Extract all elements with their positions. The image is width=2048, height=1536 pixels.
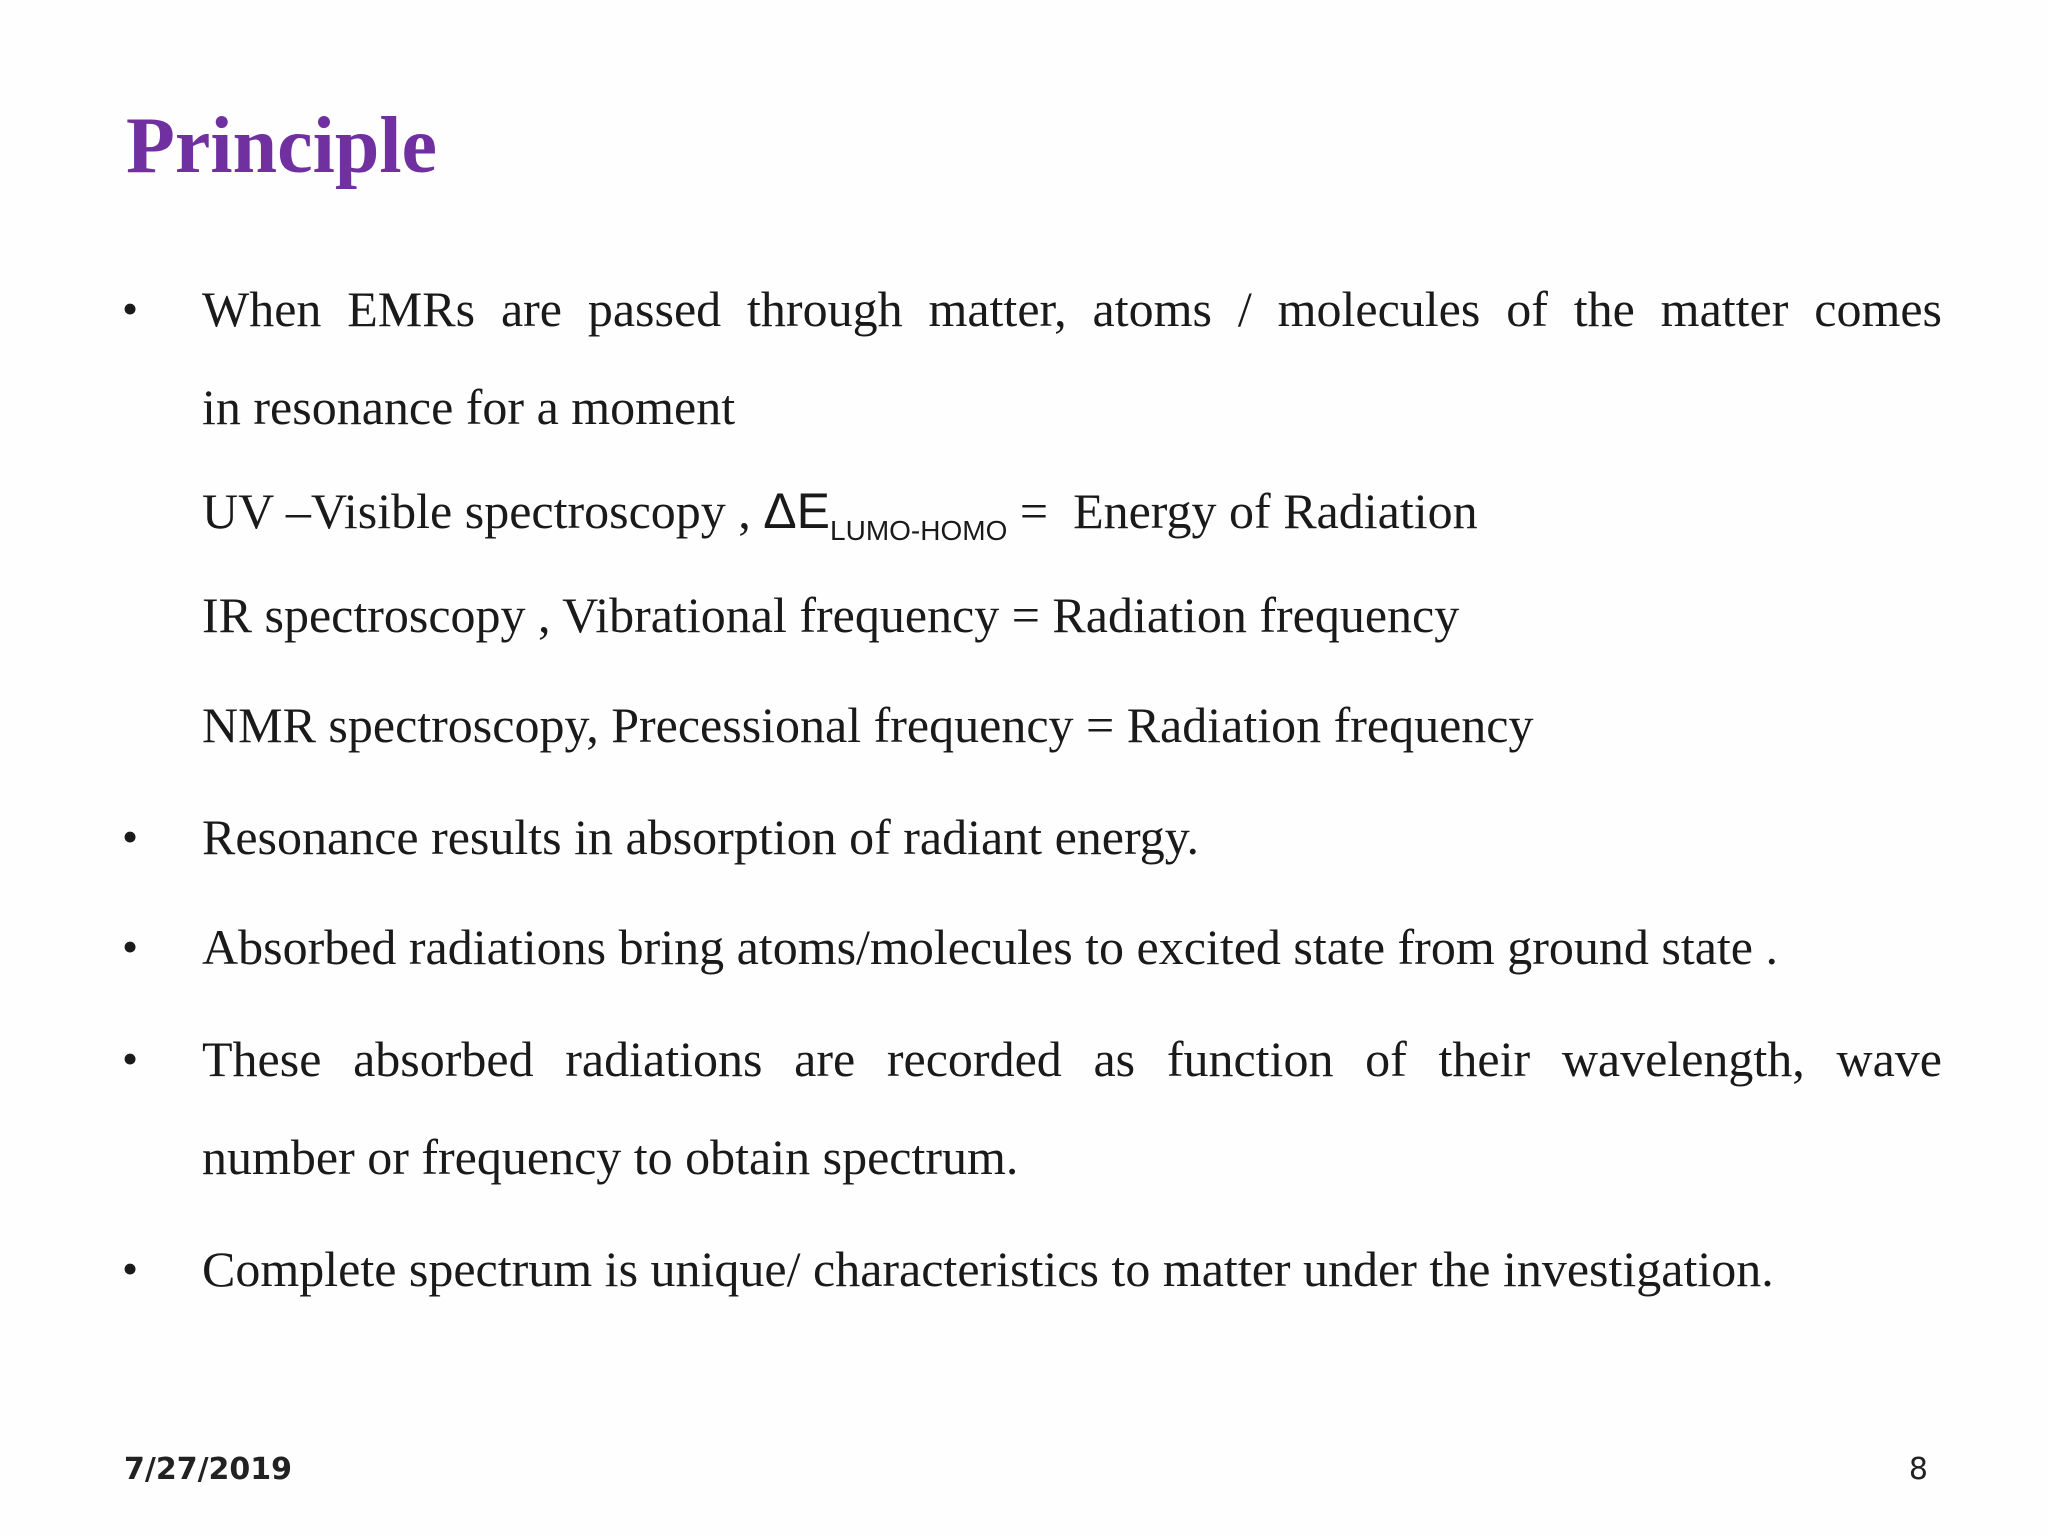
- uv-equals: =: [1007, 483, 1074, 539]
- uv-visible-example: [202, 478, 1942, 544]
- bullet-4-line-2: number or frequency to obtain spectrum.: [202, 1129, 1019, 1185]
- delta-e-symbol: ΔE: [763, 483, 831, 539]
- uv-prefix: UV –Visible spectroscopy ,: [202, 483, 764, 539]
- bullet-1-line-1: When EMRs are passed through matter, atoms / molecules of the matter comes: [202, 281, 1942, 337]
- delta-e-subscript: LUMO-HOMO: [830, 515, 1008, 546]
- bullet-4-line-1: These absorbed radiations are recorded as function of their wavelength, wave: [202, 1031, 1942, 1087]
- bullet-1-line-2: in resonance for a moment: [202, 379, 736, 435]
- bullet-2: Resonance results in absorption of radiant energy.: [202, 809, 1199, 865]
- bullet-marker: •: [122, 283, 139, 334]
- bullet-3: Absorbed radiations bring atoms/molecules to excited state from ground state .: [202, 919, 1779, 975]
- slide-title: Principle: [126, 102, 438, 190]
- bullet-marker: •: [122, 1033, 139, 1084]
- bullet-marker: •: [122, 1243, 139, 1294]
- nmr-example: NMR spectroscopy, Precessional frequency = Radiation frequency: [202, 697, 1534, 753]
- uv-suffix: Energy of Radiation: [1073, 483, 1478, 539]
- ir-example: IR spectroscopy , Vibrational frequency = Radiation frequency: [202, 587, 1460, 643]
- slide-number: 8: [1908, 1452, 1928, 1487]
- bullet-marker: •: [122, 921, 139, 972]
- footer-date: 7/27/2019: [124, 1452, 293, 1487]
- bullet-marker: •: [122, 811, 139, 862]
- bullet-5: Complete spectrum is unique/ characteristics to matter under the investigation.: [202, 1241, 1774, 1297]
